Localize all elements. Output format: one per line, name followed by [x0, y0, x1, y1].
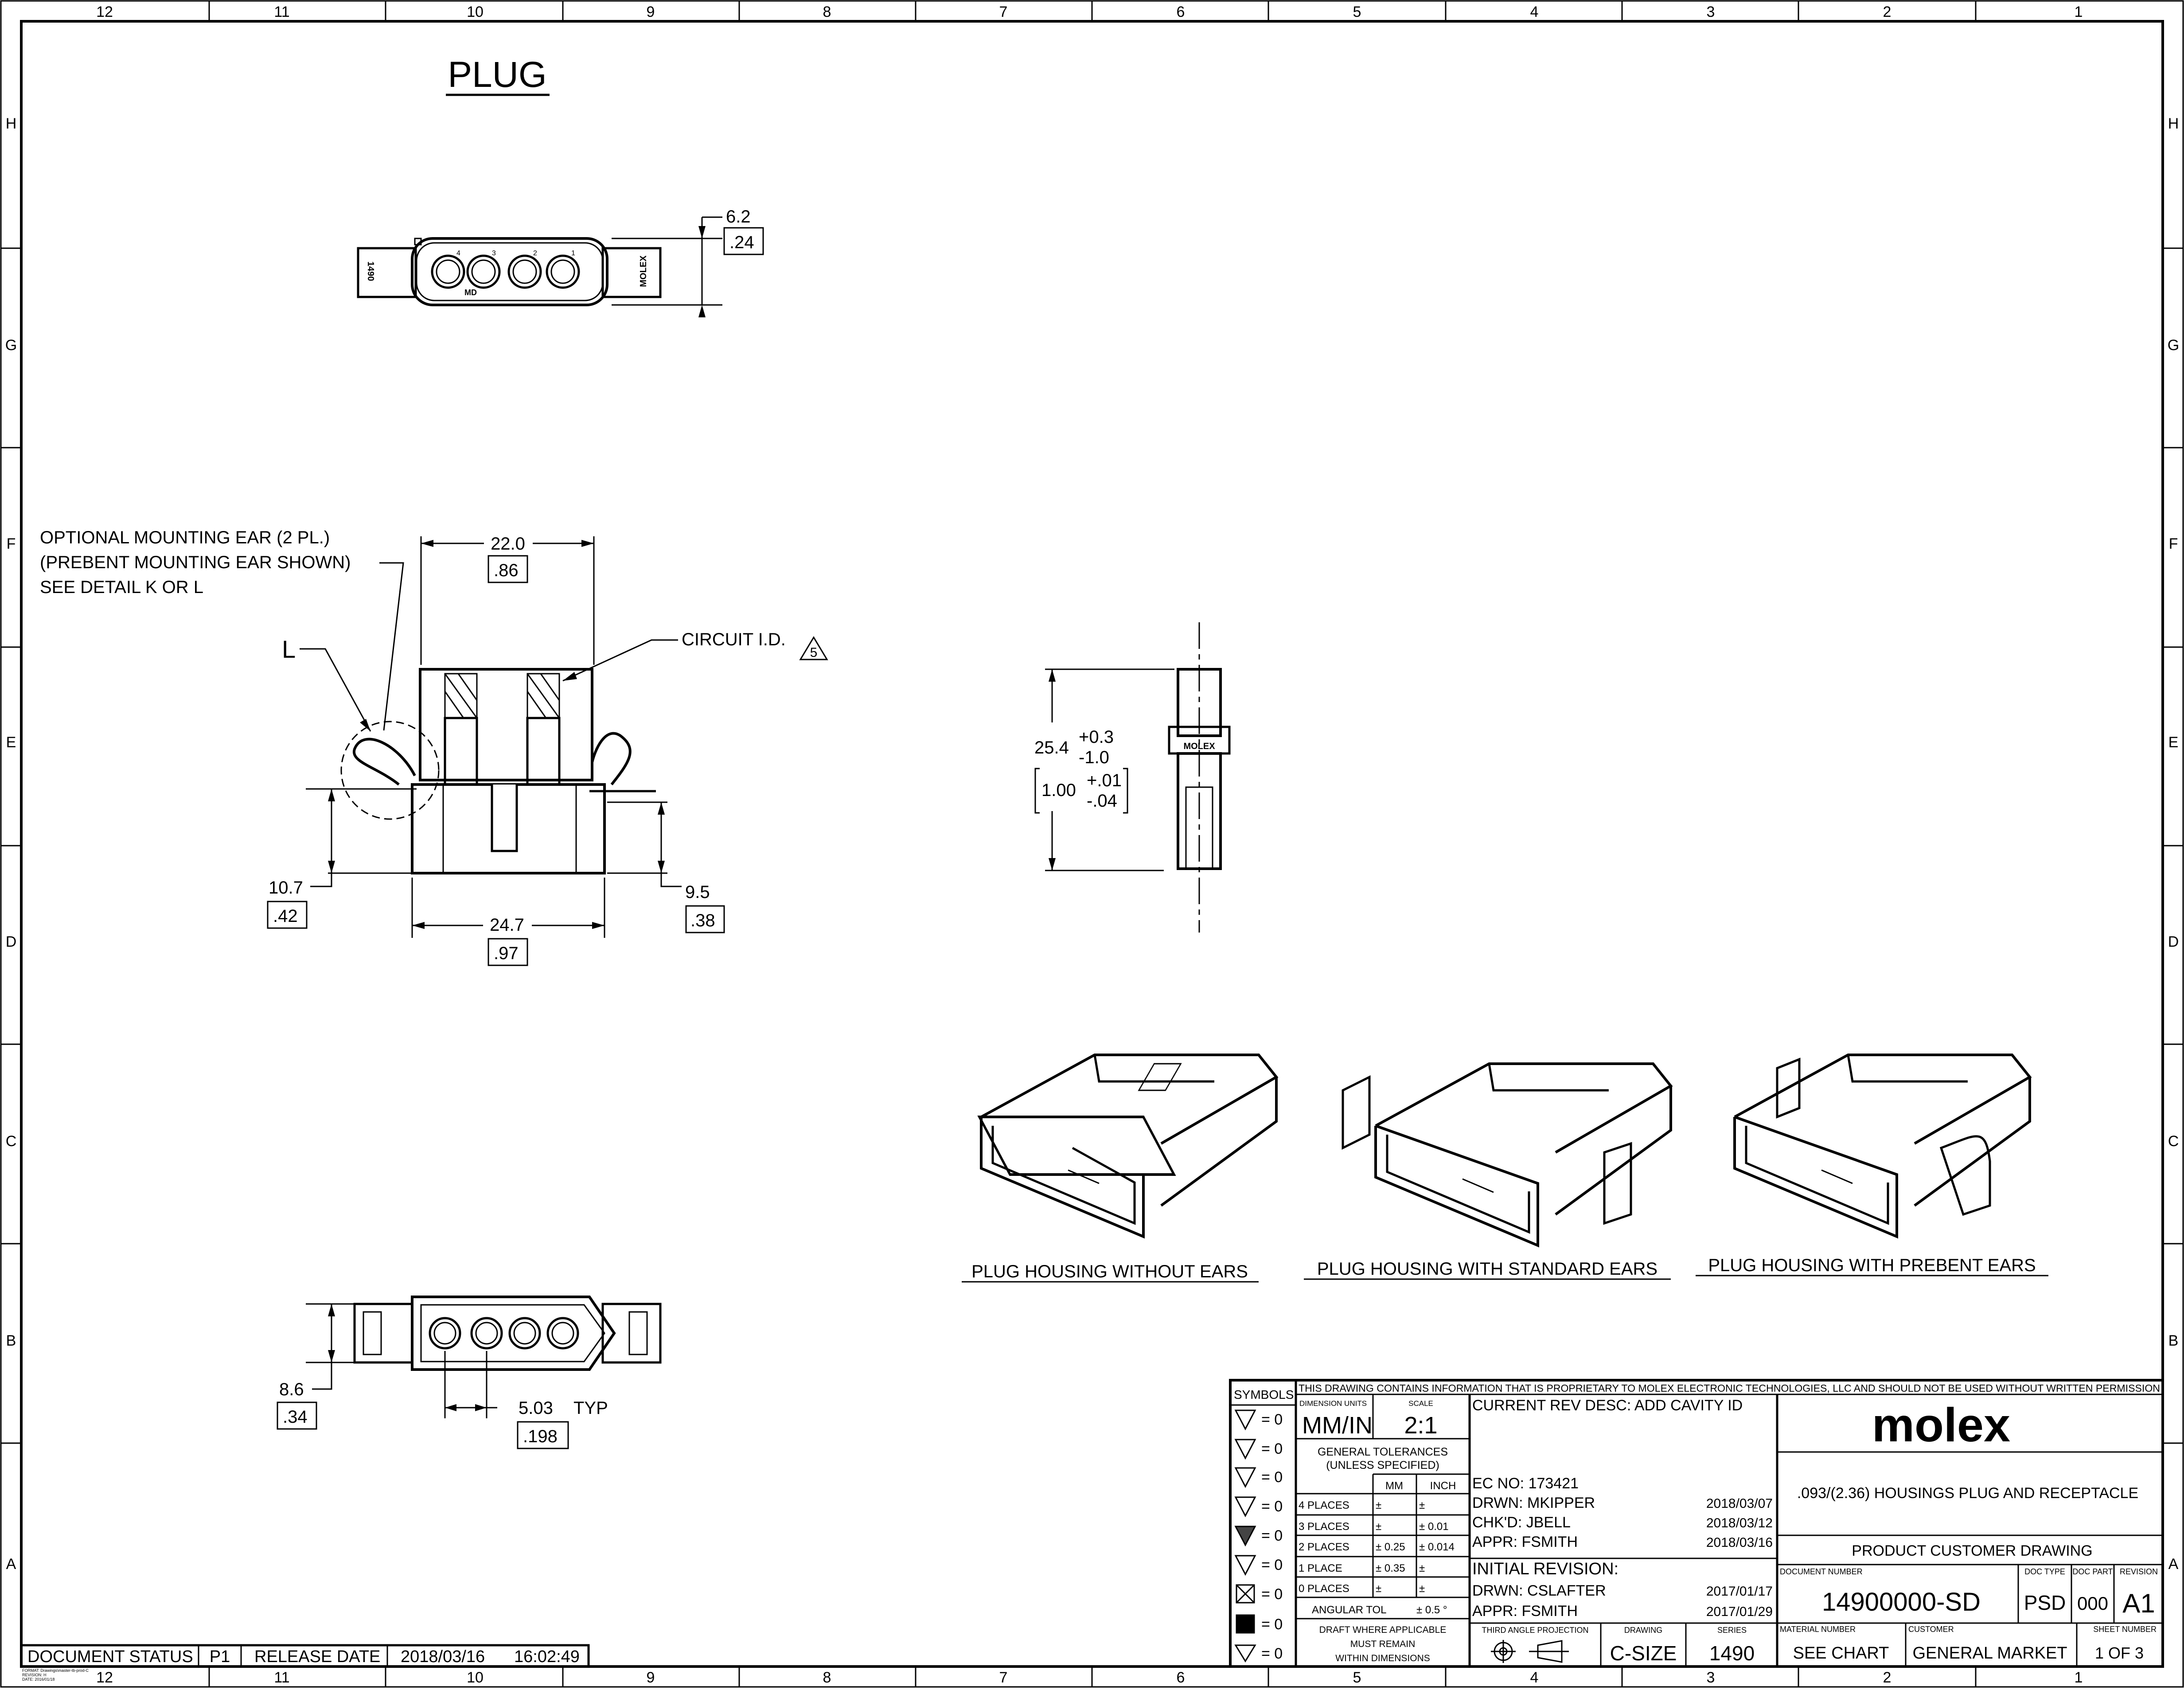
- tb-tol-3-inch: ± 0.01: [1419, 1521, 1449, 1533]
- bottom-dim-pitch-typ: TYP: [573, 1398, 608, 1418]
- side-dim-bottom-in: .97: [494, 944, 519, 963]
- release-date-label: RELEASE DATE: [254, 1647, 381, 1666]
- tb-drwn-date: 2018/03/07: [1706, 1496, 1773, 1511]
- side-dim-right-in: .38: [690, 911, 715, 930]
- zone-col-11-top: 11: [274, 4, 290, 20]
- tb-draft-note-3: WITHIN DIMENSIONS: [1335, 1653, 1430, 1663]
- tb-symbols-label: SYMBOLS: [1234, 1388, 1294, 1401]
- format-note-1: FORMAT: Drawings\master-tb-prod-C: [22, 1668, 89, 1673]
- release-time-value: 16:02:49: [514, 1647, 580, 1666]
- tb-draft-note-1: DRAFT WHERE APPLICABLE: [1319, 1625, 1447, 1635]
- tb-tol-0-mm: ±: [1376, 1583, 1382, 1595]
- title-block: [1230, 1380, 2163, 1667]
- bottom-dim-pitch: 5.03: [519, 1398, 553, 1418]
- end-view: [1033, 622, 1229, 933]
- tb-symbol-row-4: = 0: [1261, 1498, 1283, 1515]
- zone-col-11-bottom: 11: [274, 1669, 290, 1686]
- tb-doc-type-label: DOC TYPE: [2024, 1567, 2065, 1576]
- zone-col-7-top: 7: [999, 4, 1008, 20]
- zone-col-8-bottom: 8: [823, 1669, 831, 1686]
- tb-drawing-size: C-SIZE: [1610, 1642, 1677, 1665]
- top-dim-height-in: .24: [729, 233, 754, 252]
- zone-col-12-top: 12: [96, 4, 113, 20]
- iso-view-without-ears: [979, 1055, 1276, 1237]
- tb-init-appr: APPR: FSMITH: [1472, 1603, 1578, 1620]
- iso-view-standard-ears: [1343, 1064, 1671, 1245]
- side-note-line-3: SEE DETAIL K OR L: [40, 578, 204, 597]
- tb-tol-0-label: 0 PLACES: [1299, 1583, 1349, 1595]
- end-body-mark: MOLEX: [1183, 742, 1215, 751]
- top-mold-mark: MD: [464, 288, 477, 297]
- side-note-line-2: (PREBENT MOUNTING EAR SHOWN): [40, 553, 351, 572]
- tb-customer-label: CUSTOMER: [1908, 1625, 1954, 1634]
- tb-tol-1-mm: ± 0.35: [1376, 1562, 1405, 1574]
- tb-drwn: DRWN: MKIPPER: [1472, 1495, 1595, 1511]
- tb-sheet: 1 OF 3: [2094, 1644, 2144, 1662]
- zone-col-4-top: 4: [1530, 4, 1539, 20]
- end-tol-in-minus: -.04: [1087, 791, 1117, 811]
- release-date-value: 2018/03/16: [401, 1647, 485, 1666]
- top-cavity-id-4: 4: [456, 250, 460, 257]
- zone-labels-left: [5, 115, 17, 1573]
- tb-symbol-row-6: = 0: [1261, 1557, 1283, 1573]
- end-dim-main: 25.4: [1034, 738, 1069, 757]
- tb-tol-3-mm: ±: [1376, 1521, 1382, 1533]
- zone-labels-bottom: [96, 1669, 2083, 1686]
- tb-tol-0-inch: ±: [1419, 1583, 1425, 1595]
- tb-init-drwn-date: 2017/01/17: [1706, 1584, 1773, 1599]
- zone-col-5-bottom: 5: [1353, 1669, 1361, 1686]
- side-circuit-id-flag: 5: [810, 645, 818, 660]
- tb-revision: A1: [2122, 1589, 2155, 1618]
- tb-drawing-type: PRODUCT CUSTOMER DRAWING: [1852, 1542, 2093, 1559]
- zone-col-2-top: 2: [1883, 4, 1892, 20]
- zone-col-3-bottom: 3: [1706, 1669, 1715, 1686]
- tb-symbol-row-2: = 0: [1261, 1440, 1283, 1457]
- tb-appr: APPR: FSMITH: [1472, 1534, 1578, 1550]
- side-dim-bottom: 24.7: [490, 915, 524, 935]
- tb-scale-label: SCALE: [1408, 1399, 1433, 1408]
- tb-drawing-title: .093/(2.36) HOUSINGS PLUG AND RECEPTACLE: [1797, 1485, 2139, 1502]
- tb-initial-revision: INITIAL REVISION:: [1472, 1560, 1619, 1578]
- top-dim-height: 6.2: [726, 207, 751, 226]
- format-note-2: REVISION: H: [22, 1673, 47, 1677]
- tb-material-label: MATERIAL NUMBER: [1780, 1625, 1856, 1634]
- zone-row-h-right: H: [2168, 115, 2179, 132]
- tb-material: SEE CHART: [1793, 1644, 1889, 1663]
- iso-view-prebent-ears: [1735, 1055, 2030, 1237]
- tb-ec-no: EC NO: 173421: [1472, 1475, 1579, 1492]
- zone-row-g-left: G: [5, 337, 17, 354]
- zone-col-2-bottom: 2: [1883, 1669, 1892, 1686]
- tb-symbol-row-1: = 0: [1261, 1411, 1283, 1428]
- side-dim-top: 22.0: [491, 534, 525, 554]
- tb-proprietary: THIS DRAWING CONTAINS INFORMATION THAT IS PROPRIETARY TO MOLEX ELECTRONIC TECHNOLOGIES, LLC AND SHOULD NOT BE USED WITHOUT WRITTEN PERMISSION: [1299, 1382, 2160, 1394]
- zone-row-e-left: E: [6, 734, 16, 751]
- zone-col-12-bottom: 12: [96, 1669, 113, 1686]
- zone-col-10-top: 10: [467, 4, 484, 20]
- zone-row-f-left: F: [6, 535, 16, 552]
- tb-doc-part-label: DOC PART: [2072, 1567, 2113, 1576]
- zone-col-1-top: 1: [2074, 4, 2083, 20]
- tb-doc-number: 14900000-SD: [1822, 1588, 1981, 1616]
- top-housing-mark-molex: MOLEX: [639, 255, 648, 287]
- side-detail-label: L: [282, 635, 296, 663]
- tb-symbol-row-9: = 0: [1261, 1645, 1283, 1662]
- zone-col-6-bottom: 6: [1176, 1669, 1185, 1686]
- top-cavity-id-1: 1: [571, 250, 575, 257]
- tb-doc-part: 000: [2077, 1593, 2109, 1614]
- tb-doc-number-label: DOCUMENT NUMBER: [1780, 1567, 1863, 1576]
- zone-col-7-bottom: 7: [999, 1669, 1008, 1686]
- tb-tol-4-inch: ±: [1419, 1499, 1425, 1511]
- zone-row-e-right: E: [2168, 734, 2179, 751]
- tb-tol-3-label: 3 PLACES: [1299, 1521, 1349, 1533]
- side-dim-left: 10.7: [269, 878, 303, 898]
- tb-customer: GENERAL MARKET: [1912, 1644, 2067, 1663]
- side-dim-left-in: .42: [273, 906, 298, 926]
- tb-tol-col-inch: INCH: [1430, 1480, 1456, 1492]
- zone-row-c-right: C: [2168, 1133, 2179, 1150]
- zone-labels-top: [96, 4, 2083, 20]
- zone-row-b-left: B: [6, 1332, 16, 1349]
- zone-row-a-left: A: [6, 1556, 16, 1573]
- tb-projection-label: THIRD ANGLE PROJECTION: [1482, 1626, 1589, 1635]
- side-dim-right: 9.5: [685, 882, 710, 902]
- bottom-dim-height-in: .34: [283, 1407, 308, 1427]
- end-dim-in: 1.00: [1041, 781, 1076, 800]
- tb-symbol-row-3: = 0: [1261, 1469, 1283, 1486]
- tb-doc-type: PSD: [2024, 1591, 2066, 1614]
- tb-symbol-glyphs: [1236, 1410, 1255, 1661]
- iso-caption-without-ears: PLUG HOUSING WITHOUT EARS: [971, 1262, 1248, 1281]
- tb-tol-4-label: 4 PLACES: [1299, 1499, 1349, 1511]
- top-view: [358, 207, 763, 317]
- tb-general-tol-2: (UNLESS SPECIFIED): [1326, 1459, 1439, 1471]
- zone-row-g-right: G: [2167, 337, 2180, 354]
- tb-init-drwn: DRWN: CSLAFTER: [1472, 1582, 1606, 1599]
- tb-dimension-units-label: DIMENSION UNITS: [1299, 1399, 1367, 1408]
- tb-chkd: CHK'D: JBELL: [1472, 1514, 1571, 1531]
- sheet-border: [1, 1, 2183, 1687]
- zone-row-d-right: D: [2168, 933, 2179, 950]
- zone-row-h-left: H: [5, 115, 17, 132]
- bottom-dim-pitch-in: .198: [523, 1427, 558, 1446]
- zone-col-8-top: 8: [823, 4, 831, 20]
- zone-ticks: [1, 1, 2183, 1687]
- tb-draft-note-2: MUST REMAIN: [1350, 1639, 1416, 1649]
- tb-symbol-row-7: = 0: [1261, 1586, 1283, 1603]
- bottom-view: [277, 1297, 660, 1448]
- zone-row-d-left: D: [5, 933, 17, 950]
- tb-symbol-row-5: = 0: [1261, 1527, 1283, 1544]
- zone-row-b-right: B: [2168, 1332, 2179, 1349]
- tb-series: 1490: [1709, 1642, 1755, 1665]
- tb-tol-2-label: 2 PLACES: [1299, 1541, 1349, 1553]
- tb-current-rev-desc: CURRENT REV DESC: ADD CAVITY ID: [1472, 1397, 1743, 1414]
- side-view: [40, 528, 827, 965]
- tb-init-appr-date: 2017/01/29: [1706, 1604, 1773, 1619]
- top-housing-mark-1490: 1490: [366, 261, 375, 281]
- zone-row-c-left: C: [5, 1133, 17, 1150]
- tb-symbol-row-8: = 0: [1261, 1616, 1283, 1633]
- iso-caption-prebent-ears: PLUG HOUSING WITH PREBENT EARS: [1708, 1256, 2036, 1275]
- zone-col-6-top: 6: [1176, 4, 1185, 20]
- zone-col-3-top: 3: [1706, 4, 1715, 20]
- bottom-dim-height: 8.6: [279, 1380, 304, 1399]
- tb-tol-col-mm: MM: [1385, 1480, 1403, 1492]
- zone-col-5-top: 5: [1353, 4, 1361, 20]
- tb-tol-1-label: 1 PLACE: [1299, 1562, 1342, 1574]
- format-note-3: DATE: 2016/01/18: [22, 1677, 55, 1682]
- iso-caption-standard-ears: PLUG HOUSING WITH STANDARD EARS: [1317, 1259, 1658, 1279]
- tb-dimension-units: MM/IN: [1302, 1412, 1373, 1439]
- tb-angular-tol-label: ANGULAR TOL: [1312, 1604, 1387, 1616]
- zone-labels-right: [2168, 115, 2179, 1573]
- tb-scale: 2:1: [1404, 1412, 1438, 1439]
- end-tol-plus: +0.3: [1079, 727, 1114, 747]
- zone-col-10-bottom: 10: [467, 1669, 484, 1686]
- zone-row-a-right: A: [2168, 1556, 2179, 1573]
- tb-projection-symbol: [1491, 1640, 1569, 1663]
- side-dim-top-in: .86: [494, 561, 519, 580]
- tb-sheet-label: SHEET NUMBER: [2093, 1625, 2157, 1634]
- tb-tol-1-inch: ±: [1419, 1562, 1425, 1574]
- tb-company-logo: molex: [1872, 1398, 2011, 1452]
- tb-tol-2-inch: ± 0.014: [1419, 1541, 1455, 1553]
- tb-tol-4-mm: ±: [1376, 1499, 1382, 1511]
- tb-drawing-label: DRAWING: [1624, 1626, 1663, 1635]
- side-note-line-1: OPTIONAL MOUNTING EAR (2 PL.): [40, 528, 330, 547]
- side-circuit-id-label: CIRCUIT I.D.: [682, 630, 786, 649]
- tb-revision-label: REVISION: [2119, 1567, 2158, 1576]
- doc-status-value: P1: [209, 1647, 230, 1666]
- zone-col-1-bottom: 1: [2074, 1669, 2083, 1686]
- end-tol-in-plus: +.01: [1087, 771, 1122, 790]
- tb-series-label: SERIES: [1717, 1626, 1747, 1635]
- tb-general-tol-1: GENERAL TOLERANCES: [1317, 1446, 1448, 1458]
- zone-col-9-bottom: 9: [646, 1669, 655, 1686]
- tb-chkd-date: 2018/03/12: [1706, 1516, 1773, 1530]
- top-cavity-id-3: 3: [492, 250, 496, 257]
- tb-appr-date: 2018/03/16: [1706, 1535, 1773, 1550]
- tb-angular-tol: ± 0.5 °: [1416, 1604, 1447, 1616]
- doc-status-label: DOCUMENT STATUS: [27, 1647, 193, 1666]
- end-tol-minus: -1.0: [1079, 748, 1109, 767]
- top-cavity-id-2: 2: [533, 250, 537, 257]
- tb-tol-2-mm: ± 0.25: [1376, 1541, 1405, 1553]
- plug-title: PLUG: [448, 55, 547, 95]
- zone-col-9-top: 9: [646, 4, 655, 20]
- zone-col-4-bottom: 4: [1530, 1669, 1539, 1686]
- document-status-bar: [21, 1645, 589, 1667]
- zone-row-f-right: F: [2168, 535, 2178, 552]
